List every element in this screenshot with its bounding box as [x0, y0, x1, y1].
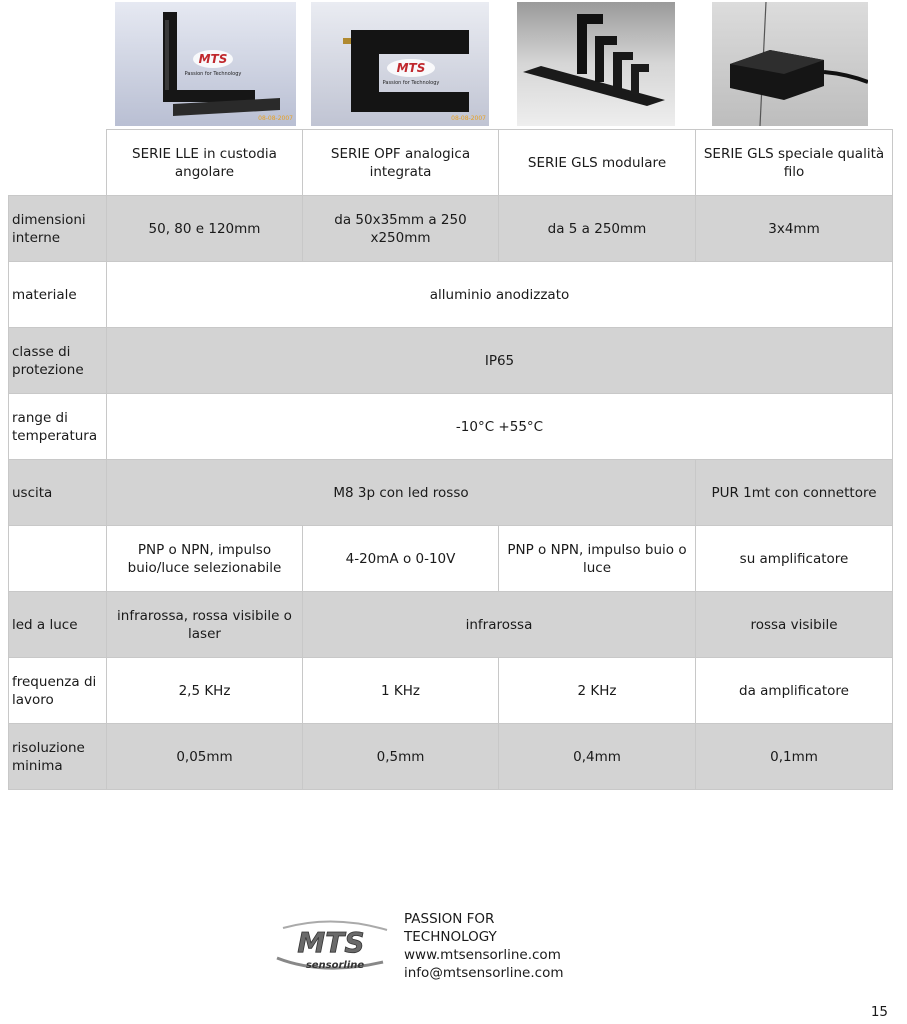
table-cell: -10°C +55°C	[107, 394, 893, 460]
spec-table	[8, 129, 893, 790]
table-cell: alluminio anodizzato	[107, 262, 893, 328]
header-opf: SERIE OPF analogica integrata	[303, 130, 499, 196]
svg-text:08-08-2007: 08-08-2007	[258, 115, 293, 122]
svg-text:MTS: MTS	[396, 61, 426, 75]
table-cell: M8 3p con led rosso	[107, 460, 696, 526]
lle-sensor-photo	[115, 2, 296, 126]
gls-modular-photo	[517, 2, 675, 126]
table-cell: 0,1mm	[696, 724, 893, 790]
row-label-protezione: classe di protezione	[9, 328, 107, 394]
table-cell: 2 KHz	[499, 658, 696, 724]
table-cell: 0,05mm	[107, 724, 303, 790]
row-label-dimensioni: dimensioni interne	[9, 196, 107, 262]
table-row	[9, 460, 893, 526]
row-label-temperatura: range di temperatura	[9, 394, 107, 460]
svg-text:MTS: MTS	[198, 52, 228, 66]
table-cell: da amplificatore	[696, 658, 893, 724]
footer-email-link[interactable]: info@mtsensorline.com	[404, 965, 564, 981]
table-cell: IP65	[107, 328, 893, 394]
table-cell: 0,5mm	[303, 724, 499, 790]
table-cell: infrarossa	[303, 592, 696, 658]
svg-text:Passion for Technology: Passion for Technology	[184, 71, 242, 77]
table-row	[9, 196, 893, 262]
gls-wire-photo	[712, 2, 868, 126]
svg-text:08-08-2007: 08-08-2007	[451, 115, 486, 122]
mts-logo	[273, 918, 391, 976]
header-blank-cell	[9, 130, 107, 196]
table-cell: PNP o NPN, impulso buio/luce selezionabile	[107, 526, 303, 592]
table-cell: da 5 a 250mm	[499, 196, 696, 262]
table-cell: 2,5 KHz	[107, 658, 303, 724]
footer-slogan-line2: TECHNOLOGY	[404, 929, 497, 945]
table-cell: rossa visibile	[696, 592, 893, 658]
header-gls-wire: SERIE GLS speciale qualità filo	[696, 130, 893, 196]
row-label-frequenza: frequenza di lavoro	[9, 658, 107, 724]
table-row	[9, 262, 893, 328]
table-cell: 3x4mm	[696, 196, 893, 262]
table-cell: 0,4mm	[499, 724, 696, 790]
table-row	[9, 328, 893, 394]
row-label-materiale: materiale	[9, 262, 107, 328]
row-label-uscita: uscita	[9, 460, 107, 526]
footer-contact	[404, 910, 564, 982]
table-cell: infrarossa, rossa visibile o laser	[107, 592, 303, 658]
row-label-uscita2	[9, 526, 107, 592]
row-label-led: led a luce	[9, 592, 107, 658]
table-cell: PNP o NPN, impulso buio o luce	[499, 526, 696, 592]
svg-text:Passion for Technology: Passion for Technology	[382, 80, 440, 86]
table-row	[9, 526, 893, 592]
table-cell: su amplificatore	[696, 526, 893, 592]
svg-text:sensorline: sensorline	[305, 960, 365, 971]
footer-website-link[interactable]: www.mtsensorline.com	[404, 947, 561, 963]
header-gls-modular: SERIE GLS modulare	[499, 130, 696, 196]
header-lle: SERIE LLE in custodia angolare	[107, 130, 303, 196]
row-label-risoluzione: risoluzione minima	[9, 724, 107, 790]
table-row	[9, 724, 893, 790]
table-row	[9, 394, 893, 460]
opf-sensor-photo	[311, 2, 489, 126]
table-cell: 4-20mA o 0-10V	[303, 526, 499, 592]
table-cell: 1 KHz	[303, 658, 499, 724]
table-row	[9, 592, 893, 658]
table-cell: da 50x35mm a 250 x250mm	[303, 196, 499, 262]
table-cell: 50, 80 e 120mm	[107, 196, 303, 262]
svg-text:MTS: MTS	[297, 926, 365, 959]
footer-slogan-line1: PASSION FOR	[404, 911, 495, 927]
table-header-row	[9, 130, 893, 196]
page-number: 15	[870, 1004, 888, 1020]
table-row	[9, 658, 893, 724]
table-cell: PUR 1mt con connettore	[696, 460, 893, 526]
